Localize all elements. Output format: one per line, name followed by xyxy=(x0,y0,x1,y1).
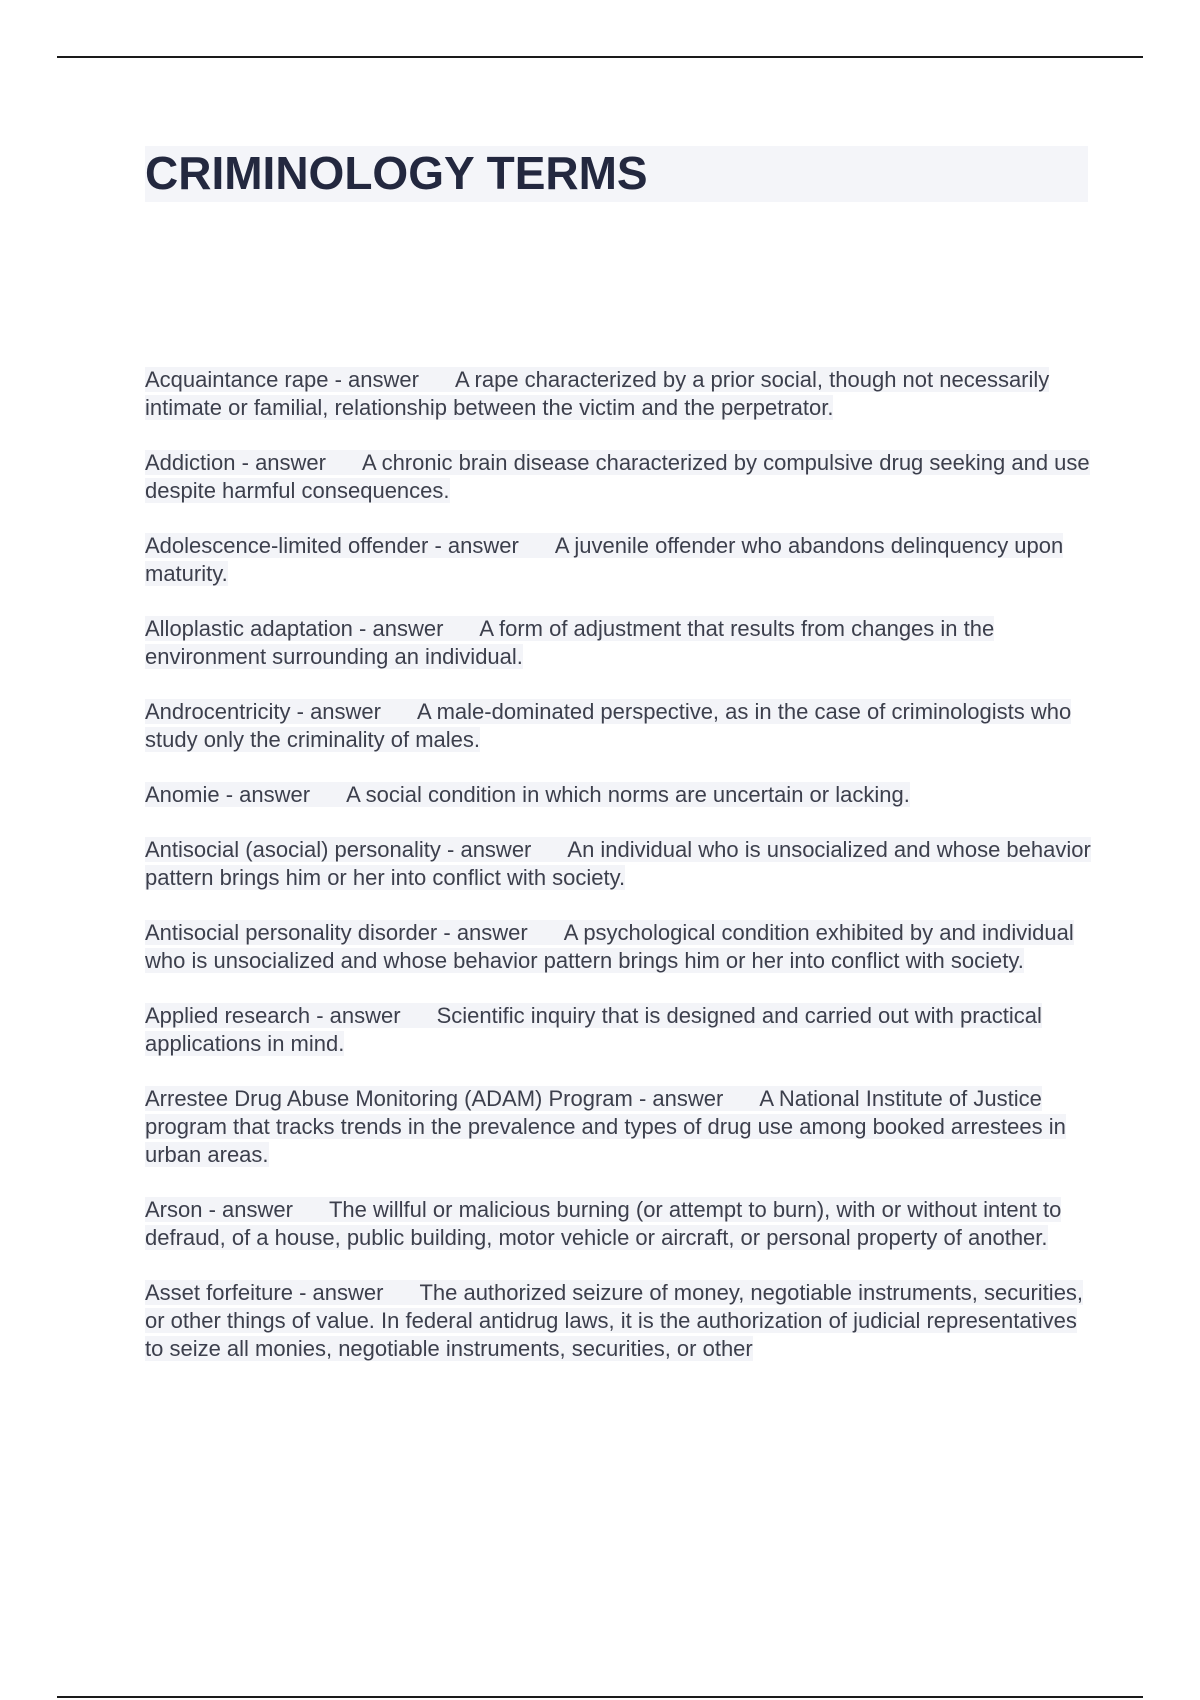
term-definition: A form of adjustment that results from changes in the environment surrounding an individual. xyxy=(145,616,995,669)
answer-separator: - answer xyxy=(292,1280,384,1305)
term-name: Addiction xyxy=(145,450,236,475)
term-entry xyxy=(145,836,1095,892)
answer-separator: - answer xyxy=(428,533,519,558)
term-definition: An individual who is unsocialized and whose behavior pattern brings him or her into conflict with society. xyxy=(145,837,1091,890)
term-definition: A juvenile offender who abandons delinquency upon maturity. xyxy=(145,533,1064,586)
answer-separator: - answer xyxy=(310,1003,401,1028)
term-definition: Scientific inquiry that is designed and carried out with practical applications in mind. xyxy=(145,1003,1042,1056)
answer-separator: - answer xyxy=(328,367,419,392)
term-definition: The willful or malicious burning (or attempt to burn), with or without intent to defraud, of a house, public building, motor vehicle or aircraft, or personal property of another. xyxy=(145,1197,1062,1250)
term-entry xyxy=(145,1002,1095,1058)
term-entry xyxy=(145,698,1095,754)
term-entry xyxy=(145,366,1095,422)
term-name: Arrestee Drug Abuse Monitoring (ADAM) Program xyxy=(145,1086,633,1111)
term-list xyxy=(145,366,1095,1390)
term-name: Androcentricity xyxy=(145,699,291,724)
term-definition: A chronic brain disease characterized by compulsive drug seeking and use despite harmful consequences. xyxy=(145,450,1090,503)
answer-separator: - answer xyxy=(290,699,381,724)
term-name: Alloplastic adaptation xyxy=(145,616,353,641)
term-entry xyxy=(145,449,1095,505)
answer-separator: - answer xyxy=(440,837,532,862)
term-entry xyxy=(145,615,1095,671)
term-entry xyxy=(145,1196,1095,1252)
term-name: Adolescence-limited offender xyxy=(145,533,429,558)
bottom-rule xyxy=(57,1696,1143,1698)
answer-separator: - answer xyxy=(352,616,444,641)
term-name: Acquaintance rape xyxy=(145,367,329,392)
term-definition: A social condition in which norms are uncertain or lacking. xyxy=(346,782,910,807)
answer-separator: - answer xyxy=(632,1086,724,1111)
term-definition: The authorized seizure of money, negotiable instruments, securities, or other things of value. In federal antidrug laws, it is the authorization of judicial representatives to seize all monies, negotiable instruments, securities, or other xyxy=(145,1280,1084,1361)
term-definition: A psychological condition exhibited by and individual who is unsocialized and whose behavior pattern brings him or her into conflict with society. xyxy=(145,920,1074,973)
term-entry xyxy=(145,919,1095,975)
term-definition: A National Institute of Justice program that tracks trends in the prevalence and types of drug use among booked arrestees in urban areas. xyxy=(145,1086,1066,1167)
term-entry xyxy=(145,781,1095,809)
term-name: Asset forfeiture xyxy=(145,1280,293,1305)
term-name: Antisocial (asocial) personality xyxy=(145,837,441,862)
term-entry xyxy=(145,532,1095,588)
top-rule xyxy=(57,56,1143,58)
term-name: Antisocial personality disorder xyxy=(145,920,438,945)
term-name: Arson xyxy=(145,1197,203,1222)
answer-separator: - answer xyxy=(202,1197,293,1222)
term-entry xyxy=(145,1085,1095,1169)
term-name: Anomie xyxy=(145,782,220,807)
answer-separator: - answer xyxy=(219,782,311,807)
term-entry xyxy=(145,1279,1095,1363)
answer-separator: - answer xyxy=(235,450,326,475)
page-title: CRIMINOLOGY TERMS xyxy=(145,147,648,199)
answer-separator: - answer xyxy=(437,920,528,945)
term-name: Applied research xyxy=(145,1003,311,1028)
term-definition: A male-dominated perspective, as in the case of criminologists who study only the criminality of males. xyxy=(145,699,1072,752)
term-definition: A rape characterized by a prior social, though not necessarily intimate or familial, relationship between the victim and the perpetrator. xyxy=(145,367,1050,420)
